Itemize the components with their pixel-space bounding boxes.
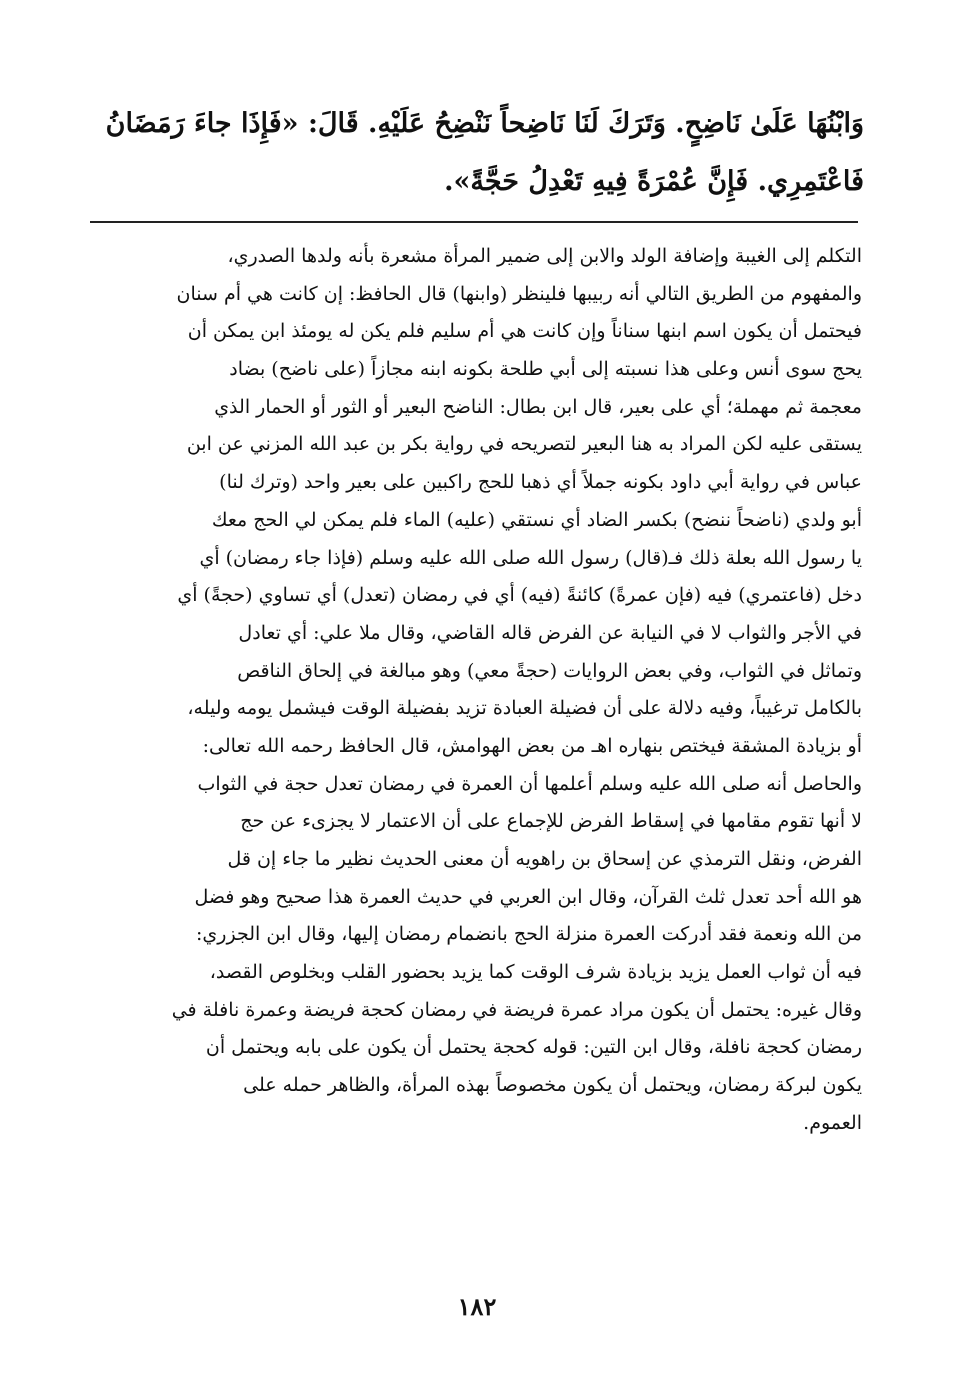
commentary-line: معجمة ثم مهملة؛ أي على بعير، قال ابن بطال: الناضح البعير أو الثور أو الحمار الذي [214, 395, 862, 418]
commentary-line: رمضان كحجة نافلة، وقال ابن التين: قوله كحجة يحتمل أن يكون على بابه ويحتمل أن [205, 1036, 862, 1059]
commentary-line: التكلم إلى الغيبة وإضافة الولد والابن إلى ضمير المرأة مشعرة بأنه ولدها الصدري، [227, 245, 862, 267]
commentary-line: يستقى عليه لكن المراد به هنا البعير لتصريحه في رواية بكر بن عبد الله المزني عن ابن [186, 433, 862, 456]
commentary-line: فيحتمل أن يكون اسم ابنها سناناً وإن كانت هي أم سليم فلم يكن له يومئذ ابن يمكن أن [187, 320, 862, 343]
commentary-line: وقال غيره: يحتمل أن يكون مراد عمرة فريضة في رمضان كحجة فريضة وعمرة نافلة في [171, 998, 862, 1021]
commentary-line: لا أنها تقوم مقامها في إسقاط الفرض للإجماع على أن الاعتمار لا يجزىء عن حج [240, 810, 862, 833]
commentary-line: الفرض، ونقل الترمذي عن إسحاق بن راهويه أن معنى الحديث نظير ما جاء إن قل [227, 848, 862, 870]
page-number: ١٨٢ [457, 1292, 497, 1321]
commentary-text [86, 238, 862, 1143]
commentary-line: أو بزيادة المشقة فيختص بنهاره اهـ من بعض الهوامش، قال الحافظ رحمه الله تعالى: [202, 734, 862, 757]
hadith-line: فَاعْتَمِرِي. فَإِنَّ عُمْرَةً فِيهِ تَعْدِلُ حَجَّةً». [444, 166, 864, 197]
commentary-line: هو الله أحد تعدل ثلث القرآن، وقال ابن العربي في حديث العمرة هذا صحيح وهو فضل [194, 885, 862, 908]
footnote-divider [90, 221, 858, 223]
commentary-line: والحاصل أنه صلى الله عليه وسلم أعلمها أن العمرة في رمضان تعدل حجة في الثواب [197, 772, 862, 795]
commentary-line: يكون لبركة رمضان، ويحتمل أن يكون مخصوصاً بهذه المرأة، والظاهر حمله على [243, 1074, 862, 1097]
commentary-line: عباس في رواية أبي داود بكونه جملاً أي ذهبا للحج راكبين على بعير واحد (وترك لنا) [219, 471, 862, 494]
commentary-line: أبو ولدي (ناضحاً ننضح) بكسر الضاد أي نستقي (عليه) الماء فلم يمكن لي الحج معك [211, 508, 862, 531]
commentary-line: العموم. [803, 1111, 862, 1134]
commentary-line: والمفهوم من الطريق التالي أنه ربيبها فلينظر (وابنها) قال الحافظ: إن كانت هي أم سنان [176, 282, 862, 305]
commentary-line: بالكامل ترغيباً، وفيه دلالة على أن فضيلة العبادة تزيد بفضيلة الوقت فيشمل يومه وليله، [187, 697, 862, 720]
commentary-line: يا رسول الله بعلة ذلك فـ(قال) رسول الله صلى الله عليه وسلم (فإذا جاء رمضان) أي [199, 546, 862, 569]
hadith-line: وَابْنُهَا عَلَىٰ نَاضِحٍ. وَتَرَكَ لَنَا نَاضِحاً نَنْضِحُ عَلَيْهِ. قَالَ: «فَإِذَا جاءَ رَمَضَانُ [105, 108, 864, 139]
hadith-text [92, 95, 864, 211]
commentary-line: يحج سوى أنس وعلى هذا نسبته إلى أبي طلحة بكونه ابنه مجازاً (على ناضح) بضاد [229, 358, 862, 381]
commentary-line: فيه أن ثواب العمل يزيد بزيادة شرف الوقت كما يزيد بحضور القلب وبخلوص القصد، [209, 961, 862, 984]
commentary-line: من الله ونعمة فقد أدركت العمرة منزلة الحج بانضمام رمضان إليها، وقال ابن الجزري: [196, 923, 862, 946]
commentary-line: دخل (فاعتمري) فيه (فإن عمرةً) كائنةً (فيه) أي في رمضان (تعدل) أي تساوي (حجةً) أي [177, 584, 862, 607]
commentary-line: في الأجر والثواب لا في النيابة عن الفرض قاله القاضي، وقال ملا علي: أي تعادل [238, 621, 862, 644]
commentary-line: وتماثل في الثواب، وفي بعض الروايات (حجةً معي) وهو مبالغة في إلحاق الناقص [237, 659, 862, 682]
